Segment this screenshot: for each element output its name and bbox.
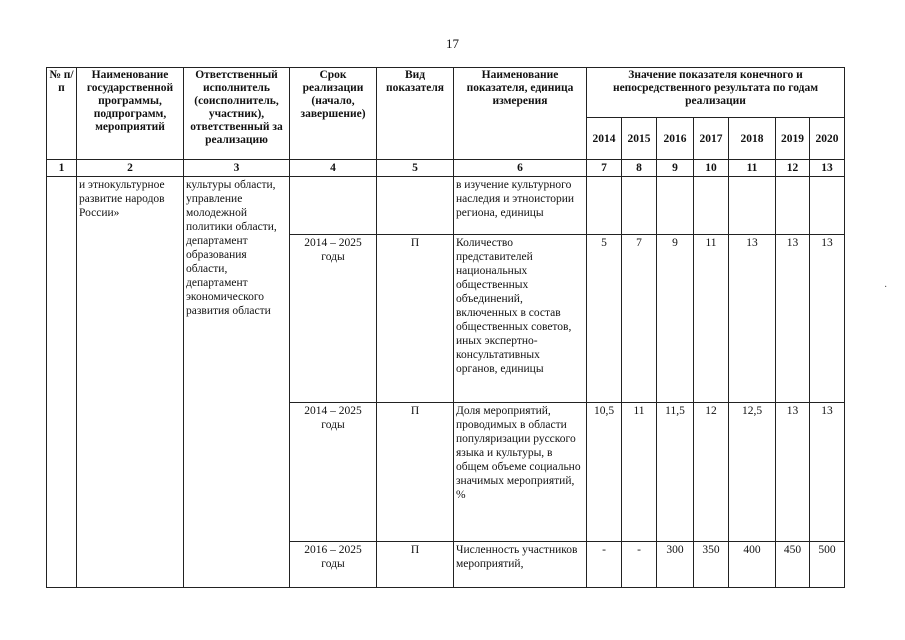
value-cell xyxy=(622,177,657,235)
period-cell: 2016 – 2025 годы xyxy=(290,542,377,588)
period-cell xyxy=(290,177,377,235)
column-number: 13 xyxy=(810,160,845,177)
column-number: 11 xyxy=(729,160,776,177)
value-cell: 7 xyxy=(622,235,657,403)
type-cell: П xyxy=(377,235,454,403)
column-number: 7 xyxy=(587,160,622,177)
column-number: 8 xyxy=(622,160,657,177)
header-row xyxy=(47,68,845,118)
column-number: 10 xyxy=(694,160,729,177)
value-cell: 13 xyxy=(810,403,845,542)
value-cell: 13 xyxy=(776,403,810,542)
header-period: Срок реализации (начало, завершение) xyxy=(290,68,377,160)
value-cell: 400 xyxy=(729,542,776,588)
value-cell: 450 xyxy=(776,542,810,588)
value-cell: 12 xyxy=(694,403,729,542)
indicator-cell: Численность участников мероприятий, xyxy=(454,542,587,588)
value-cell xyxy=(587,177,622,235)
value-cell xyxy=(729,177,776,235)
scan-mark: · xyxy=(884,282,888,293)
column-number: 6 xyxy=(454,160,587,177)
column-number: 12 xyxy=(776,160,810,177)
period-cell: 2014 – 2025 годы xyxy=(290,403,377,542)
column-number: 1 xyxy=(47,160,77,177)
header-type: Вид показателя xyxy=(377,68,454,160)
period-cell: 2014 – 2025 годы xyxy=(290,235,377,403)
value-cell xyxy=(776,177,810,235)
page-number: 17 xyxy=(446,36,459,51)
value-cell: 300 xyxy=(657,542,694,588)
indicator-cell: Количество представителей национальных общественных объединений, включенных в состав общественных советов, иных экспертно-консультативных органов, единицы xyxy=(454,235,587,403)
value-cell: 13 xyxy=(729,235,776,403)
header-indicator: Наименование показателя, единица измерения xyxy=(454,68,587,160)
header-executor: Ответственный исполнитель (соисполнитель, участник), ответственный за реализацию xyxy=(184,68,290,160)
type-cell xyxy=(377,177,454,235)
value-cell: 11,5 xyxy=(657,403,694,542)
column-number: 9 xyxy=(657,160,694,177)
value-cell: 9 xyxy=(657,235,694,403)
value-cell: - xyxy=(587,542,622,588)
table-row xyxy=(47,177,845,235)
value-cell: 11 xyxy=(622,403,657,542)
value-cell: 13 xyxy=(776,235,810,403)
value-cell xyxy=(694,177,729,235)
header-num: № п/п xyxy=(47,68,77,160)
value-cell: 5 xyxy=(587,235,622,403)
year-header: 2014 xyxy=(587,118,622,160)
indicator-cell: в изучение культурного наследия и этноистории региона, единицы xyxy=(454,177,587,235)
row-number-cell xyxy=(47,177,77,588)
value-cell: 13 xyxy=(810,235,845,403)
year-header: 2016 xyxy=(657,118,694,160)
value-cell xyxy=(657,177,694,235)
value-cell: 11 xyxy=(694,235,729,403)
value-cell: 350 xyxy=(694,542,729,588)
header-name: Наименование государственной программы, подпрограмм, мероприятий xyxy=(77,68,184,160)
year-header: 2015 xyxy=(622,118,657,160)
column-numbers-row xyxy=(47,160,845,177)
value-cell: 500 xyxy=(810,542,845,588)
header-values-group: Значение показателя конечного и непосредственного результата по годам реализации xyxy=(587,68,845,118)
indicator-cell: Доля мероприятий, проводимых в области популяризации русского языка и культуры, в общем объеме социально значимых мероприятий, % xyxy=(454,403,587,542)
year-header: 2017 xyxy=(694,118,729,160)
program-name-cell: и этнокультурное развитие народов России» xyxy=(77,177,184,588)
year-header: 2018 xyxy=(729,118,776,160)
year-header: 2020 xyxy=(810,118,845,160)
value-cell xyxy=(810,177,845,235)
value-cell: 10,5 xyxy=(587,403,622,542)
value-cell: - xyxy=(622,542,657,588)
value-cell: 12,5 xyxy=(729,403,776,542)
type-cell: П xyxy=(377,542,454,588)
column-number: 2 xyxy=(77,160,184,177)
column-number: 5 xyxy=(377,160,454,177)
year-header: 2019 xyxy=(776,118,810,160)
type-cell: П xyxy=(377,403,454,542)
column-number: 4 xyxy=(290,160,377,177)
column-number: 3 xyxy=(184,160,290,177)
executor-cell: культуры области, управление молодежной политики области, департамент образования области, департамент экономического развития области xyxy=(184,177,290,588)
indicators-table xyxy=(46,67,845,588)
